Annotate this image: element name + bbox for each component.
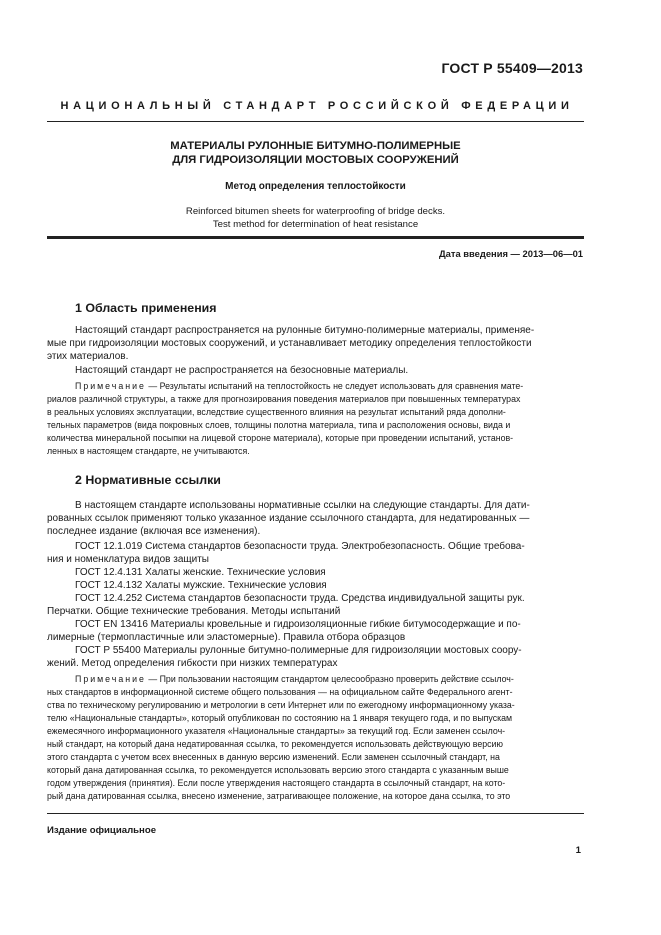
note-line: ных стандартов в информационной системе общего пользования — на официальном сайте Федерального агент-: [47, 687, 513, 697]
note-line: который дана датированная ссылка, то рекомендуется использовать версию этого стандарта с указанным выше: [47, 765, 509, 775]
paragraph-line: последнее издание (включая все изменения).: [47, 526, 261, 537]
note-line: этого стандарта с учетом всех внесенных в данную версию изменений. Если заменен ссылочный стандарт, на: [47, 752, 500, 762]
reference-line: ГОСТ EN 13416 Материалы кровельные и гидроизоляционные гибкие битумосодержащие и по-: [75, 619, 521, 630]
reference-line: ГОСТ 12.4.252 Система стандартов безопасности труда. Средства индивидуальной защиты рук.: [75, 593, 525, 604]
title-line-1: МАТЕРИАЛЫ РУЛОННЫЕ БИТУМНО-ПОЛИМЕРНЫЕ: [170, 140, 461, 152]
paragraph-line: Настоящий стандарт не распространяется на безосновные материалы.: [75, 365, 409, 376]
reference-line: ГОСТ 12.4.132 Халаты мужские. Технические условия: [75, 580, 327, 591]
paragraph-line: Настоящий стандарт распространяется на рулонные битумно-полимерные материалы, применяе-: [75, 325, 535, 336]
reference-line: Перчатки. Общие технические требования. Методы испытаний: [47, 606, 341, 617]
paragraph-line: В настоящем стандарте использованы нормативные ссылки на следующие стандарты. Для дати-: [75, 500, 530, 511]
reference-line: ГОСТ Р 55400 Материалы рулонные битумно-полимерные для гидроизоляции мостовых соору-: [75, 645, 522, 656]
paragraph-line: рованных ссылок применяют только указанное издание ссылочного стандарта, для недатированных —: [47, 513, 530, 524]
note-line: тельных параметров (вида покровных слоев, толщины полотна материала, типа и расположения основы, вида и: [47, 420, 511, 430]
note-line: ства по техническому регулированию и метрологии в сети Интернет или по ежегодному информационному указа-: [47, 700, 515, 710]
paragraph-line: этих материалов.: [47, 351, 129, 362]
note-label: Примечание: [75, 674, 146, 684]
paragraph-line: мые при гидроизоляции мостовых сооружений, и устанавливает методику определения теплостойкости: [47, 338, 532, 349]
note-line: годом утверждения (принятия). Если после утверждения настоящего стандарта в ссылочный стандарт, на кото-: [47, 778, 506, 788]
introduction-date: Дата введения — 2013—06—01: [438, 248, 583, 259]
reference-line: жений. Метод определения гибкости при низких температурах: [47, 658, 338, 669]
note-line: Примечание — При пользовании настоящим стандартом целесообразно проверить действие ссылоч-: [75, 674, 514, 684]
note-line: в реальных условиях эксплуатации, вследствие существенного влияния на результат испытаний ряда дополни-: [47, 407, 506, 417]
english-title: [47, 205, 584, 231]
title-rule: [47, 236, 584, 239]
note-line: телю «Национальные стандарты», который опубликован по состоянию на 1 января текущего года, и по выпускам: [47, 713, 513, 723]
note-label: Примечание: [75, 381, 146, 391]
document-subtitle: Метод определения теплостойкости: [225, 181, 406, 192]
national-standard-banner: НАЦИОНАЛЬНЫЙ СТАНДАРТ РОССИЙСКОЙ ФЕДЕРАЦИИ: [60, 100, 574, 112]
note-line: ежемесячного информационного указателя «Национальные стандарты» за текущий год. Если заменен ссылоч-: [47, 726, 506, 736]
page-number: 1: [575, 845, 581, 856]
reference-line: ГОСТ 12.4.131 Халаты женские. Технические условия: [75, 567, 326, 578]
reference-line: ГОСТ 12.1.019 Система стандартов безопасности труда. Электробезопасность. Общие требова-: [75, 541, 525, 552]
reference-line: лимерные (термопластичные или эластомерные). Правила отбора образцов: [47, 632, 406, 643]
section-2-heading: 2 Нормативные ссылки: [75, 473, 221, 487]
note-line: Примечание — Результаты испытаний на теплостойкость не следует использовать для сравнения мате-: [75, 381, 524, 391]
document-title: [47, 139, 584, 167]
footer-rule: [47, 813, 584, 814]
note-line: ный стандарт, на который дана недатированная ссылка, то рекомендуется использовать действующую версию: [47, 739, 504, 749]
english-title-line-1: Reinforced bitumen sheets for waterproofing of bridge decks.: [185, 206, 446, 217]
official-edition-label: Издание официальное: [47, 825, 157, 836]
title-line-2: ДЛЯ ГИДРОИЗОЛЯЦИИ МОСТОВЫХ СООРУЖЕНИЙ: [172, 154, 459, 166]
english-title-line-2: Test method for determination of heat resistance: [212, 219, 419, 230]
note-line: риалов различной структуры, а также для прогнозирования поведения материалов при повышенных температурах: [47, 394, 521, 404]
note-line: рый дана датированная ссылка, внесено изменение, затрагивающее положение, на которое дана ссылка, то это: [47, 791, 511, 801]
note-line: ленных в настоящем стандарте, не учитываются.: [47, 446, 250, 456]
reference-line: ния и номенклатура видов защиты: [47, 554, 209, 565]
document-code: ГОСТ Р 55409—2013: [441, 60, 583, 76]
section-1-heading: 1 Область применения: [75, 301, 217, 315]
header-rule: [47, 121, 584, 122]
note-line: количества минеральной посыпки на лицевой стороне материала), которые при проведении испытаний, установ-: [47, 433, 514, 443]
